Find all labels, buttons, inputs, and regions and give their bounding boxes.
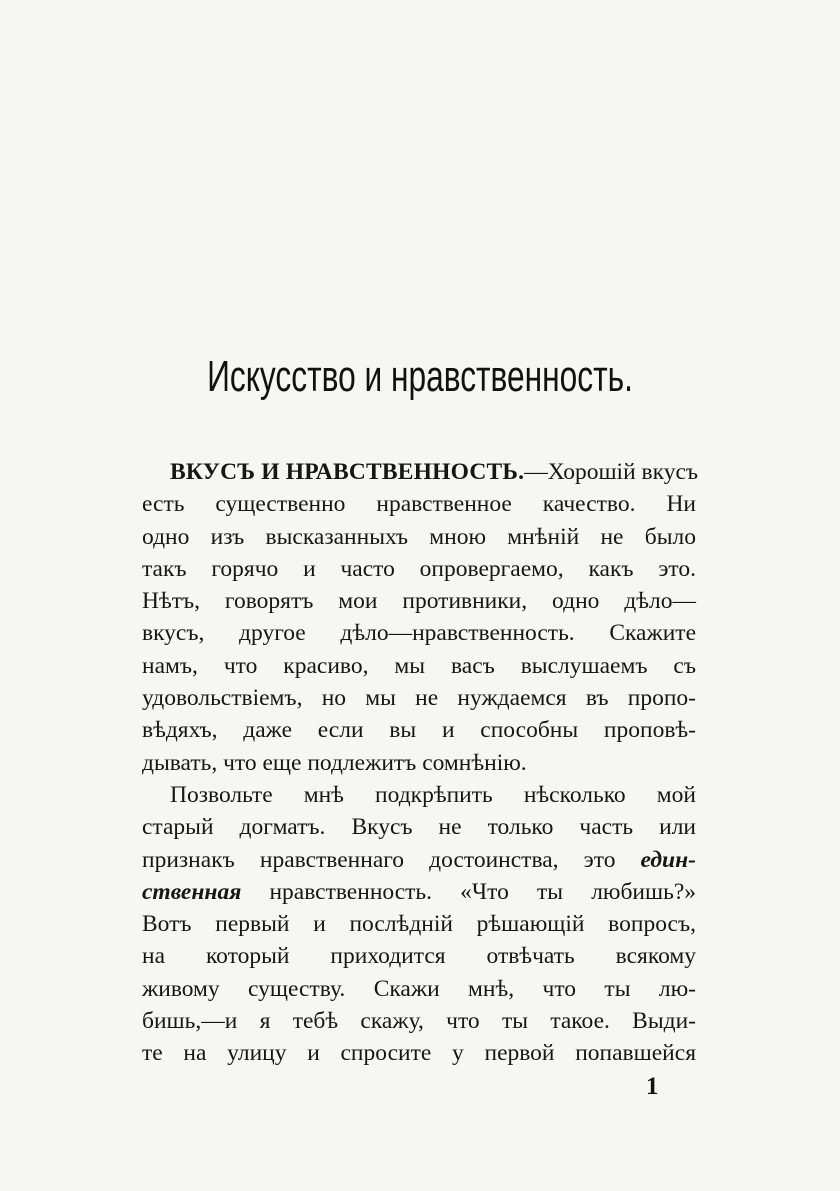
text-line: те на улицу и спросите у первой попавшейся	[142, 1040, 696, 1067]
body-text	[142, 456, 699, 1070]
text-line: старый догматъ. Вкусъ не только часть или	[142, 814, 696, 841]
section-lead: ВКУСЪ И НРАВСТВЕННОСТЬ.	[170, 459, 525, 485]
text-line: бишь,—и я тебѣ скажу, что ты такое. Выди-	[142, 1008, 696, 1035]
text-line: живому существу. Скажи мнѣ, что ты лю-	[142, 975, 696, 1002]
text-line: такъ горячо и часто опровергаемо, какъ это.	[142, 555, 696, 582]
text-fragment: признакъ нравственнаго достоинства, это	[142, 846, 641, 873]
text-line: на который приходится отвѣчать всякому	[142, 943, 696, 970]
text-line: одно изъ высказанныхъ мною мнѣній не было	[142, 523, 696, 550]
page-number: 1	[646, 1073, 659, 1100]
text-line: есть существенно нравственное качество. Ни	[142, 491, 696, 518]
text-line	[142, 844, 696, 876]
text-fragment: нравственность. «Что ты любишь?»	[241, 878, 696, 905]
text-line: Нѣтъ, говорятъ мои противники, одно дѣло—	[142, 588, 696, 615]
text-line: Позвольте мнѣ подкрѣпить нѣсколько мой	[170, 781, 696, 808]
text-line	[142, 876, 696, 908]
text-line: Вотъ первый и послѣдній рѣшающій вопросъ,	[142, 911, 696, 938]
text-line: удовольствіемъ, но мы не нуждаемся въ пропо-	[142, 685, 696, 712]
chapter-title: Искусство и нравственность.	[207, 352, 633, 401]
italic-emphasis: един-	[640, 846, 696, 873]
text-line: дывать, что еще подлежитъ сомнѣнію.	[142, 749, 527, 776]
text-line	[142, 456, 699, 488]
text-line: намъ, что красиво, мы васъ выслушаемъ съ	[142, 652, 696, 679]
text-fragment: —Хорошій вкусъ	[524, 459, 699, 485]
italic-emphasis: ственная	[142, 878, 242, 905]
text-line: вкусъ, другое дѣло—нравственность. Скажите	[142, 620, 696, 647]
text-line: вѣдяхъ, даже если вы и способны проповѣ-	[142, 717, 696, 744]
